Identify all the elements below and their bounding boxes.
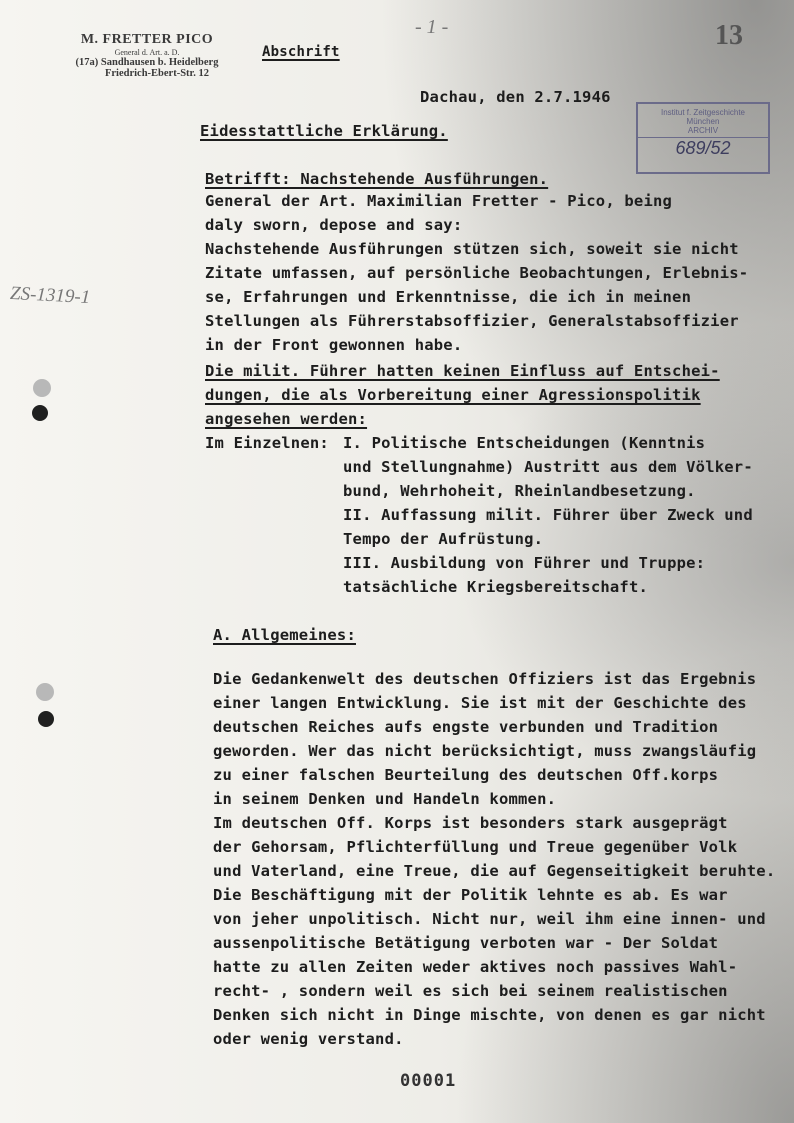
- archive-stamp-line-3: ARCHIV: [687, 126, 719, 135]
- subject-line: Betrifft: Nachstehende Ausführungen.: [205, 170, 549, 188]
- intro-line: in der Front gewonnen habe.: [205, 336, 463, 354]
- paragraph-line: einer langen Entwicklung. Sie ist mit der Geschichte des: [213, 694, 747, 712]
- letterhead-rank: General d. Art. a. D.: [114, 48, 180, 57]
- page-number: 13: [715, 20, 743, 51]
- intro-line: Nachstehende Ausführungen stützen sich, soweit sie nicht: [205, 240, 739, 258]
- thesis-line: angesehen werden:: [205, 410, 368, 428]
- paragraph-line: hatte zu allen Zeiten weder aktives noch passives Wahl-: [213, 958, 738, 976]
- details-label: Im Einzelnen:: [205, 434, 329, 452]
- outline-line: III. Ausbildung von Führer und Truppe:: [343, 554, 706, 572]
- outline-line: Tempo der Aufrüstung.: [343, 530, 544, 548]
- paragraph-line: in seinem Denken und Handeln kommen.: [213, 790, 557, 808]
- section-heading: A. Allgemeines:: [213, 626, 356, 644]
- paragraph-line: recht- , sondern weil es sich bei seinem realistischen: [213, 982, 728, 1000]
- archive-stamp-line-2: München: [686, 117, 720, 126]
- margin-note: ZS-1319-1: [9, 282, 91, 309]
- paragraph-line: oder wenig verstand.: [213, 1030, 404, 1048]
- letterhead-stamp: [52, 32, 242, 79]
- paragraph-line: geworden. Wer das nicht berücksichtigt, muss zwangsläufig: [213, 742, 757, 760]
- outline-line: tatsächliche Kriegsbereitschaft.: [343, 578, 649, 596]
- punch-hole-ring: [33, 379, 51, 397]
- letterhead-address-2: Friedrich-Ebert-Str. 12: [104, 68, 209, 79]
- paragraph-line: zu einer falschen Beurteilung des deutschen Off.korps: [213, 766, 719, 784]
- punch-hole-ring: [36, 683, 54, 701]
- paragraph-line: von jeher unpolitisch. Nicht nur, weil ihm eine innen- und: [213, 910, 766, 928]
- paragraph-line: und Vaterland, eine Treue, die auf Gegenseitigkeit beruhte.: [213, 862, 776, 880]
- page-mark: - 1 -: [415, 16, 449, 38]
- document-title: Eidesstattliche Erklärung.: [200, 122, 448, 140]
- thesis-line: dungen, die als Vorbereitung einer Agressionspolitik: [205, 386, 701, 404]
- outline-line: und Stellungnahme) Austritt aus dem Völker-: [343, 458, 753, 476]
- letterhead-address-1: (17a) Sandhausen b. Heidelberg: [75, 57, 219, 68]
- intro-line: Zitate umfassen, auf persönliche Beobachtungen, Erlebnis-: [205, 264, 749, 282]
- place-date: Dachau, den 2.7.1946: [420, 88, 611, 106]
- paragraph-line: Die Gedankenwelt des deutschen Offiziers ist das Ergebnis: [213, 670, 757, 688]
- paragraph-line: deutschen Reiches aufs engste verbunden und Tradition: [213, 718, 719, 736]
- paragraph-line: Im deutschen Off. Korps ist besonders stark ausgeprägt: [213, 814, 728, 832]
- paragraph-line: Die Beschäftigung mit der Politik lehnte es ab. Es war: [213, 886, 728, 904]
- document-number: 00001: [400, 1071, 457, 1091]
- archive-stamp-line-1: Institut f. Zeitgeschichte: [660, 108, 746, 117]
- intro-line: se, Erfahrungen und Erkenntnisse, die ich in meinen: [205, 288, 692, 306]
- intro-line: Stellungen als Führerstabsoffizier, Generalstabsoffizier: [205, 312, 739, 330]
- paragraph-line: Denken sich nicht in Dinge mischte, von denen es gar nicht: [213, 1006, 766, 1024]
- paragraph-line: aussenpolitische Betätigung verboten war - Der Soldat: [213, 934, 719, 952]
- paragraph-line: der Gehorsam, Pflichterfüllung und Treue gegenüber Volk: [213, 838, 738, 856]
- outline-line: II. Auffassung milit. Führer über Zweck und: [343, 506, 753, 524]
- intro-line: daly sworn, depose and say:: [205, 216, 463, 234]
- outline-line: I. Politische Entscheidungen (Kenntnis: [343, 434, 706, 452]
- archive-stamp: [636, 102, 770, 174]
- archive-stamp-number: 689/52: [638, 137, 768, 159]
- punch-hole: [32, 405, 48, 421]
- letterhead-name: M. FRETTER PICO: [80, 32, 214, 47]
- intro-line: General der Art. Maximilian Fretter - Pico, being: [205, 192, 673, 210]
- copy-marker: Abschrift: [262, 44, 340, 60]
- punch-hole: [38, 711, 54, 727]
- thesis-line: Die milit. Führer hatten keinen Einfluss auf Entschei-: [205, 362, 720, 380]
- outline-line: bund, Wehrhoheit, Rheinlandbesetzung.: [343, 482, 696, 500]
